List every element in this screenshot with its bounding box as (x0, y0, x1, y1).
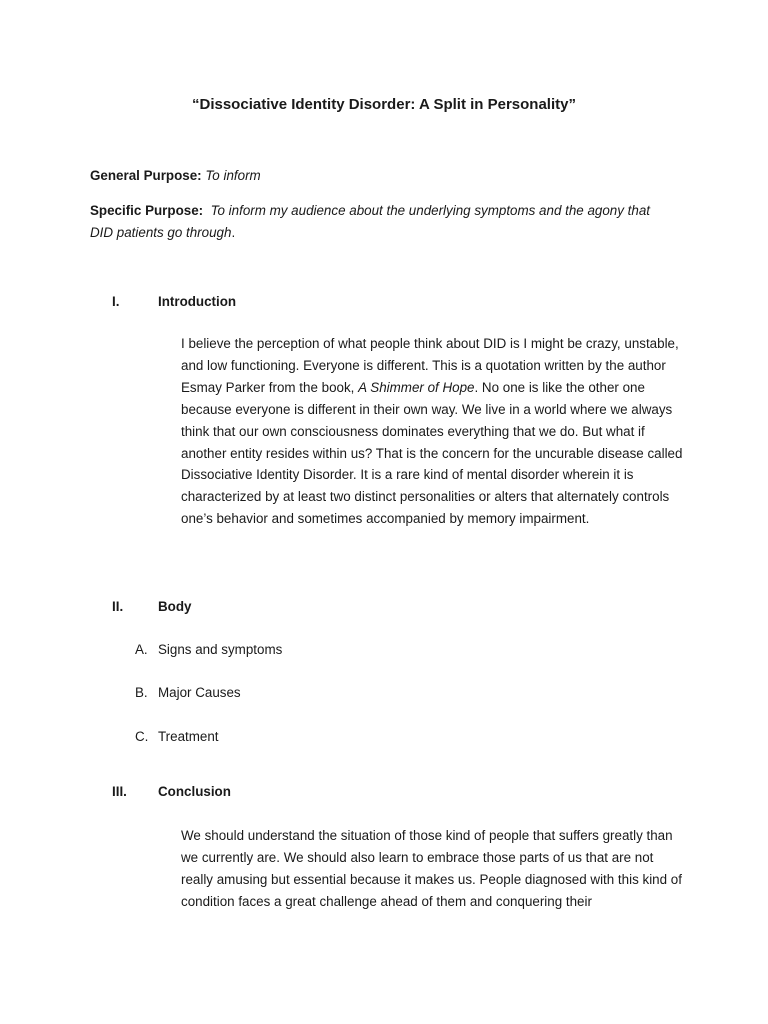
introduction-text-start: I believe the perception of what people think about DID is I might be crazy, unstable, and low functioning. Everyone is different. This is a quotation written by the author Esmay Parker from the book, (181, 336, 679, 395)
section-3-heading: Conclusion (158, 784, 231, 799)
body-item-letter: C. (135, 729, 149, 744)
introduction-paragraph (181, 333, 686, 530)
document-title: “Dissociative Identity Disorder: A Split in Personality” (192, 96, 576, 113)
specific-purpose-value-line2: DID patients go through (90, 225, 232, 240)
general-purpose-value: To inform (205, 168, 261, 183)
section-2-numeral: II. (112, 599, 124, 614)
specific-purpose-period: . (231, 225, 236, 240)
section-3-numeral: III. (112, 784, 127, 799)
body-item-letter: A. (135, 642, 148, 657)
specific-purpose (90, 200, 690, 244)
general-purpose (90, 165, 690, 187)
body-item-signs-and-symptoms: Signs and symptoms (158, 642, 283, 657)
section-1-heading: Introduction (158, 294, 237, 309)
body-item-major-causes: Major Causes (158, 685, 241, 700)
general-purpose-label: General Purpose: (90, 168, 202, 183)
specific-purpose-label: Specific Purpose: (90, 203, 204, 218)
body-item-letter: B. (135, 685, 148, 700)
introduction-text-end: . No one is like the other one because everyone is different in their own way. We live in a world where we always think that our own consciousness dominates everything that we do. But what if another entity resides within us? That is the concern for the uncurable disease called Dissociative Identity Disorder. It is a rare kind of mental disorder wherein it is characterized by at least two distinct personalities or alters that alternately controls one’s behavior and sometimes accompanied by memory impairment. (181, 379, 683, 527)
specific-purpose-value-line1: To inform my audience about the underlying symptoms and the agony that (210, 203, 650, 218)
book-title: A Shimmer of Hope (358, 379, 475, 395)
section-1-numeral: I. (112, 294, 120, 309)
conclusion-paragraph: We should understand the situation of those kind of people that suffers greatly than we currently are. We should also learn to embrace those parts of us that are not really amusing but essential because it makes us. People diagnosed with this kind of condition faces a great challenge ahead of them and conquering their (181, 828, 682, 909)
body-item-treatment: Treatment (158, 729, 219, 744)
section-2-heading: Body (158, 599, 192, 614)
